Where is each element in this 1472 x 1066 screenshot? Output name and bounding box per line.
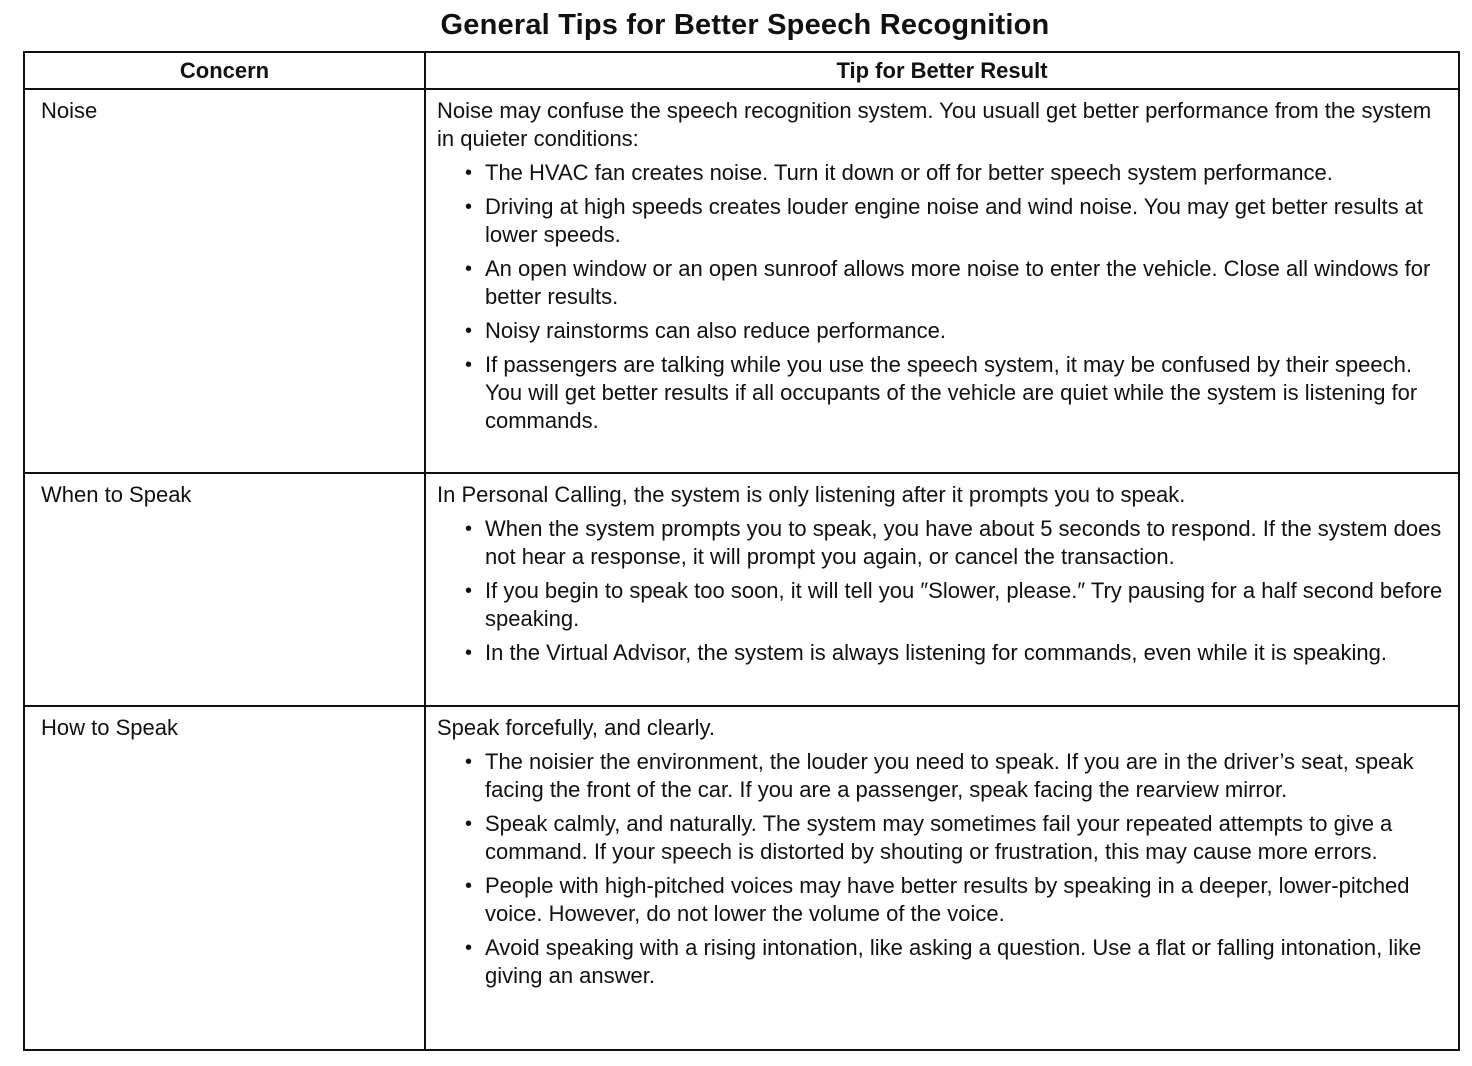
list-item — [465, 515, 1448, 571]
bullet-icon: • — [465, 518, 473, 540]
bullet-text: If you begin to speak too soon, it will tell you ″Slower, please.″ Try pausing for a half second before speaking. — [485, 578, 1443, 631]
list-item — [465, 810, 1448, 866]
tip-bullet-list — [437, 159, 1448, 435]
concern-cell: How to Speak — [24, 706, 425, 1050]
bullet-icon: • — [465, 813, 473, 835]
bullet-text: An open window or an open sunroof allows more noise to enter the vehicle. Close all windows for better results. — [485, 256, 1431, 309]
list-item — [465, 255, 1448, 311]
list-item — [465, 872, 1448, 928]
list-item — [465, 934, 1448, 990]
bullet-icon: • — [465, 642, 473, 664]
list-item — [465, 159, 1448, 187]
list-item — [465, 748, 1448, 804]
tip-cell — [425, 473, 1459, 706]
bullet-text: When the system prompts you to speak, you have about 5 seconds to respond. If the system does not hear a response, it will prompt you again, or cancel the transaction. — [485, 516, 1442, 569]
bullet-text: Avoid speaking with a rising intonation, like asking a question. Use a flat or falling intonation, like giving an answer. — [485, 935, 1422, 988]
bullet-text: Speak calmly, and naturally. The system may sometimes fail your repeated attempts to give a command. If your speech is distorted by shouting or frustration, this may cause more errors. — [485, 811, 1393, 864]
tip-cell — [425, 89, 1459, 473]
bullet-icon: • — [465, 320, 473, 342]
table-header-row — [24, 52, 1459, 89]
bullet-text: Driving at high speeds creates louder engine noise and wind noise. You may get better results at lower speeds. — [485, 194, 1424, 247]
column-header-tip: Tip for Better Result — [425, 52, 1459, 89]
bullet-text: The noisier the environment, the louder you need to speak. If you are in the driver’s seat, speak facing the front of the car. If you are a passenger, speak facing the rearview mirror. — [485, 749, 1414, 802]
tip-cell — [425, 706, 1459, 1050]
concern-cell: Noise — [24, 89, 425, 473]
table-row — [24, 473, 1459, 706]
tip-intro: Speak forcefully, and clearly. — [437, 715, 715, 740]
bullet-icon: • — [465, 162, 473, 184]
list-item — [465, 577, 1448, 633]
page-title: General Tips for Better Speech Recognition — [440, 9, 1050, 41]
bullet-text: In the Virtual Advisor, the system is always listening for commands, even while it is speaking. — [485, 640, 1388, 665]
list-item — [465, 317, 1448, 345]
list-item — [465, 351, 1448, 435]
list-item — [465, 193, 1448, 249]
table-row — [24, 89, 1459, 473]
tip-intro: In Personal Calling, the system is only listening after it prompts you to speak. — [437, 482, 1186, 507]
tip-bullet-list — [437, 515, 1448, 667]
bullet-icon: • — [465, 354, 473, 376]
bullet-icon: • — [465, 580, 473, 602]
column-header-concern: Concern — [24, 52, 425, 89]
bullet-icon: • — [465, 196, 473, 218]
table-row — [24, 706, 1459, 1050]
bullet-icon: • — [465, 258, 473, 280]
bullet-text: People with high-pitched voices may have better results by speaking in a deeper, lower-pitched voice. However, do not lower the volume of the voice. — [485, 873, 1410, 926]
tip-intro: Noise may confuse the speech recognition system. You usuall get better performance from the system in quieter conditions: — [437, 98, 1432, 151]
tips-table — [23, 51, 1460, 1051]
bullet-text: If passengers are talking while you use the speech system, it may be confused by their speech. You will get better results if all occupants of the vehicle are quiet while the system is listening for commands. — [485, 352, 1418, 433]
bullet-icon: • — [465, 937, 473, 959]
bullet-text: The HVAC fan creates noise. Turn it down or off for better speech system performance. — [485, 160, 1333, 185]
concern-cell: When to Speak — [24, 473, 425, 706]
bullet-text: Noisy rainstorms can also reduce performance. — [485, 318, 946, 343]
bullet-icon: • — [465, 875, 473, 897]
bullet-icon: • — [465, 751, 473, 773]
list-item — [465, 639, 1448, 667]
tip-bullet-list — [437, 748, 1448, 990]
